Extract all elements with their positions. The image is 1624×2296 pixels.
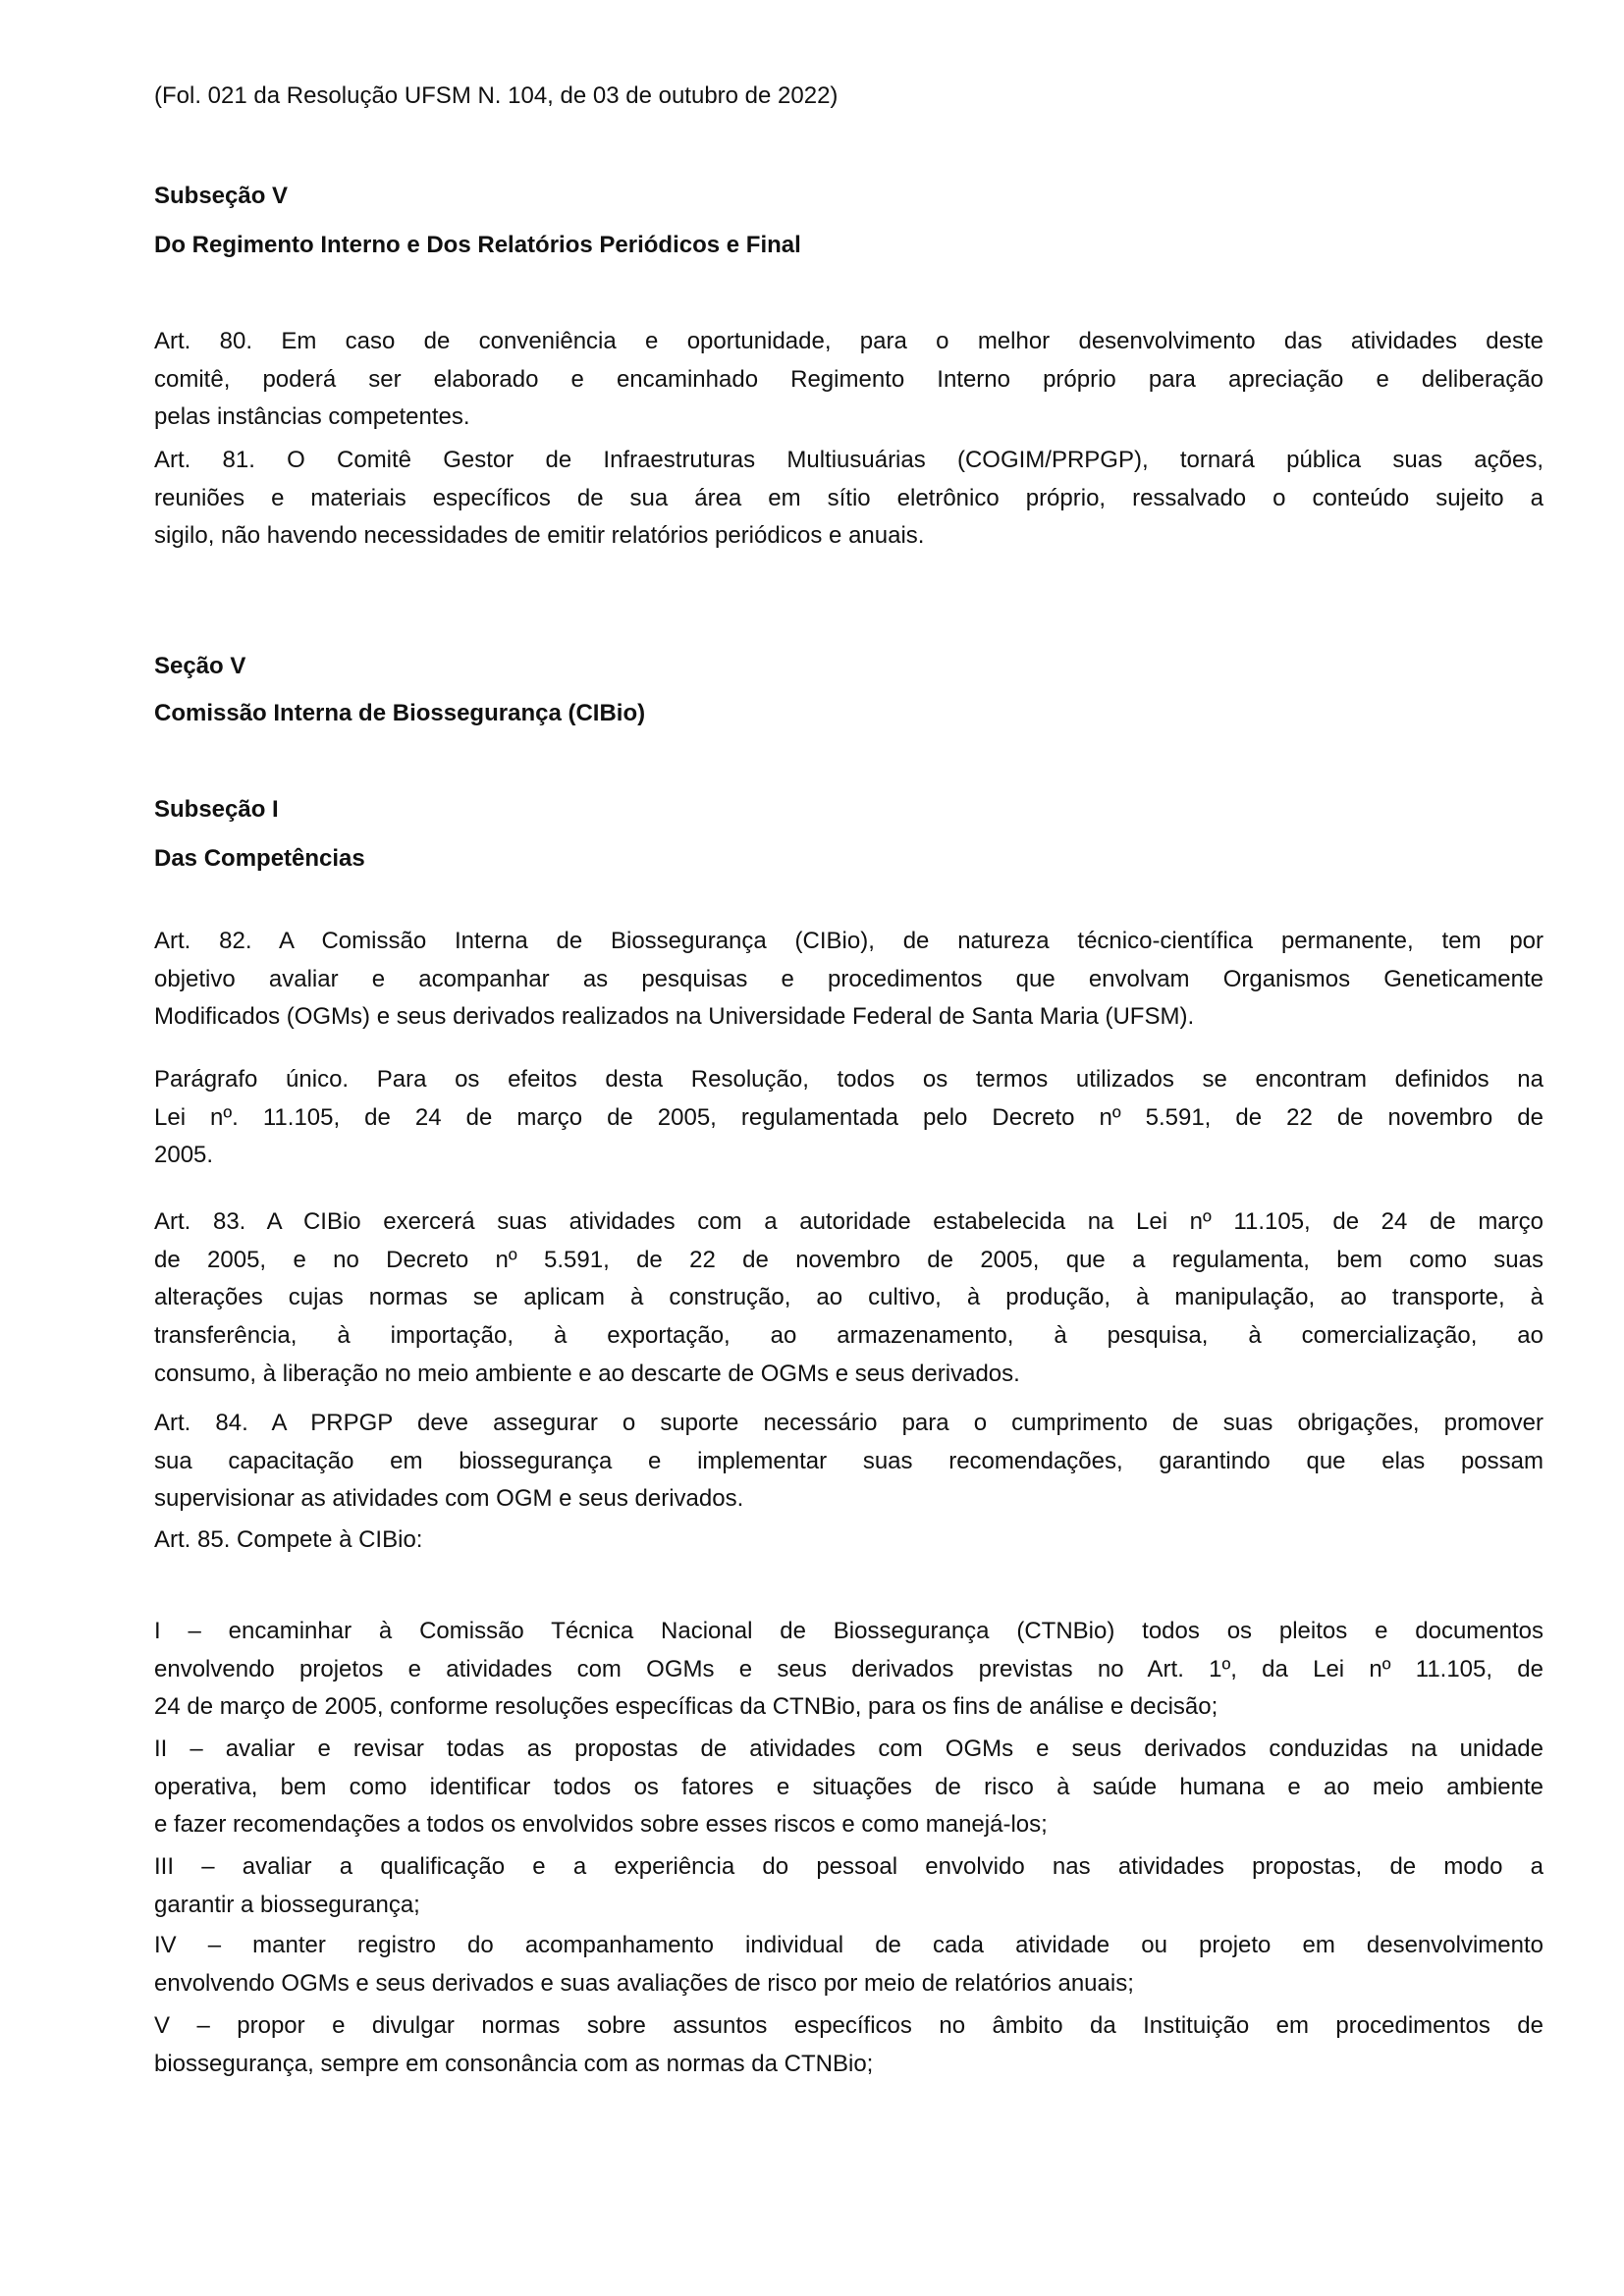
article-83: [154, 1203, 1543, 1393]
paragraph-line: Lei nº. 11.105, de 24 de março de 2005, regulamentada pelo Decreto nº 5.591, de 22 de novembro de: [154, 1103, 1543, 1131]
paragraph-line: I – encaminhar à Comissão Técnica Nacional de Biossegurança (CTNBio) todos os pleitos e documentos: [154, 1618, 1543, 1644]
heading-title: Comissão Interna de Biossegurança (CIBio): [154, 700, 646, 726]
article-80: [154, 323, 1543, 437]
page-header: [154, 78, 1543, 116]
paragraph-line: sigilo, não havendo necessidades de emitir relatórios periódicos e anuais.: [154, 522, 925, 550]
paragraph-line: operativa, bem como identificar todos os fatores e situações de risco à saúde humana e ao meio ambiente: [154, 1773, 1543, 1800]
paragraph-line: supervisionar as atividades com OGM e seus derivados.: [154, 1485, 744, 1513]
paragraph-line: envolvendo projetos e atividades com OGMs e seus derivados previstas no Art. 1º, da Lei nº 11.105, de: [154, 1655, 1543, 1682]
heading-label: Seção V: [154, 653, 246, 679]
paragraph-line: IV – manter registro do acompanhamento individual de cada atividade ou projeto em desenvolvimento: [154, 1932, 1543, 1958]
paragraph-line: Art. 83. A CIBio exercerá suas atividades com a autoridade estabelecida na Lei nº 11.105, de 24 de março: [154, 1208, 1543, 1235]
paragraph-line: Art. 80. Em caso de conveniência e oportunidade, para o melhor desenvolvimento das atividades deste: [154, 328, 1543, 354]
paragraph-line: Art. 82. A Comissão Interna de Biossegurança (CIBio), de natureza técnico-científica permanente, tem por: [154, 928, 1543, 954]
paragraph-line: biossegurança, sempre em consonância com as normas da CTNBio;: [154, 2050, 874, 2077]
paragraph-line: 24 de março de 2005, conforme resoluções específicas da CTNBio, para os fins de análise e decisão;: [154, 1693, 1218, 1721]
paragraph-line: Art. 81. O Comitê Gestor de Infraestruturas Multiusuárias (COGIM/PRPGP), tornará pública suas ações,: [154, 447, 1543, 473]
paragraph-line: comitê, poderá ser elaborado e encaminhado Regimento Interno próprio para apreciação e deliberação: [154, 365, 1543, 393]
paragraph-line: e fazer recomendações a todos os envolvidos sobre esses riscos e como manejá-los;: [154, 1811, 1048, 1839]
article-84: [154, 1405, 1543, 1519]
paragraph-line: pelas instâncias competentes.: [154, 403, 470, 431]
paragraph-line: garantir a biossegurança;: [154, 1891, 420, 1918]
article-82: [154, 923, 1543, 1037]
inciso-ii: [154, 1731, 1543, 1844]
paragraph-line: alterações cujas normas se aplicam à construção, ao cultivo, à produção, à manipulação, ao transporte, à: [154, 1284, 1543, 1311]
inciso-iv: [154, 1927, 1543, 2002]
subsection-heading-i: [154, 785, 1543, 883]
inciso-i: [154, 1613, 1543, 1727]
paragraph-line: 2005.: [154, 1142, 214, 1169]
paragraph-line: Modificados (OGMs) e seus derivados realizados na Universidade Federal de Santa Maria (UFSM).: [154, 1003, 1195, 1031]
paragraph-line: objetivo avaliar e acompanhar as pesquisas e procedimentos que envolvam Organismos Geneticamente: [154, 965, 1543, 992]
paragraph-line: consumo, à liberação no meio ambiente e ao descarte de OGMs e seus derivados.: [154, 1360, 1020, 1387]
article-85: [154, 1522, 1543, 1560]
paragraph-line: III – avaliar a qualificação e a experiência do pessoal envolvido nas atividades propostas, de modo a: [154, 1853, 1543, 1880]
paragraph-line: envolvendo OGMs e seus derivados e suas avaliações de risco por meio de relatórios anuais;: [154, 1969, 1134, 1997]
heading-title: Do Regimento Interno e Dos Relatórios Periódicos e Final: [154, 232, 801, 258]
heading-label: Subseção I: [154, 796, 279, 823]
article-81: [154, 442, 1543, 556]
paragraph-line: de 2005, e no Decreto nº 5.591, de 22 de novembro de 2005, que a regulamenta, bem como suas: [154, 1246, 1543, 1273]
paragrafo-unico: [154, 1061, 1543, 1175]
paragraph-line: V – propor e divulgar normas sobre assuntos específicos no âmbito da Instituição em procedimentos de: [154, 2012, 1543, 2039]
paragraph-line: Parágrafo único. Para os efeitos desta Resolução, todos os termos utilizados se encontram definidos na: [154, 1066, 1543, 1093]
paragraph-line: Art. 85. Compete à CIBio:: [154, 1526, 423, 1553]
paragraph-line: sua capacitação em biossegurança e implementar suas recomendações, garantindo que elas possam: [154, 1447, 1543, 1474]
inciso-v: [154, 2007, 1543, 2083]
paragraph-line: transferência, à importação, à exportação, ao armazenamento, à pesquisa, à comercialização, ao: [154, 1322, 1543, 1350]
section-heading-v: [154, 643, 1543, 737]
heading-label: Subseção V: [154, 183, 289, 209]
subsection-heading-v: [154, 172, 1543, 270]
heading-title: Das Competências: [154, 845, 365, 872]
paragraph-line: II – avaliar e revisar todas as propostas de atividades com OGMs e seus derivados conduzidas na unidade: [154, 1735, 1543, 1762]
paragraph-line: Art. 84. A PRPGP deve assegurar o suporte necessário para o cumprimento de suas obrigações, promover: [154, 1410, 1543, 1436]
page-header-text: (Fol. 021 da Resolução UFSM N. 104, de 03 de outubro de 2022): [154, 82, 839, 109]
inciso-iii: [154, 1848, 1543, 1924]
paragraph-line: reuniões e materiais específicos de sua área em sítio eletrônico próprio, ressalvado o conteúdo sujeito a: [154, 484, 1543, 511]
